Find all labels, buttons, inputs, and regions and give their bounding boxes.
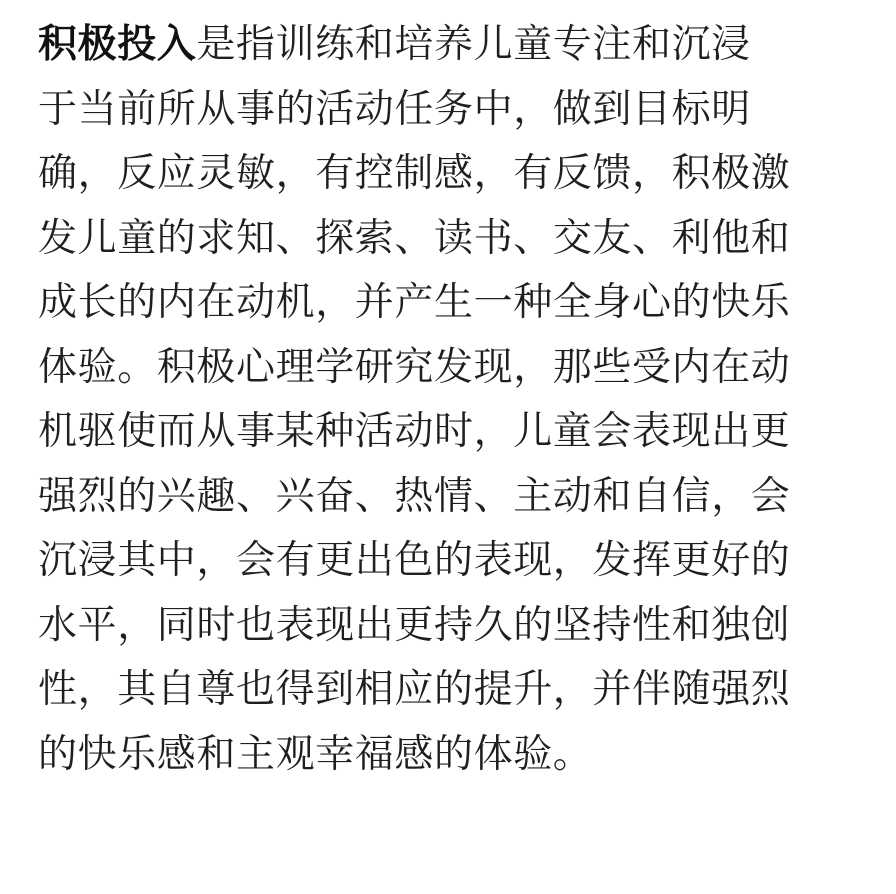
text-line-1-rest: 是指训练和培养儿童专注和沉浸	[196, 22, 751, 67]
text-line-12: 的快乐感和主观幸福感的体验。	[38, 731, 593, 777]
text-line-2: 于当前所从事的活动任务中，做到目标明	[38, 86, 751, 132]
lead-term: 积极投入	[38, 22, 197, 67]
text-line-11: 性，其自尊也得到相应的提升，并伴随强烈	[38, 667, 791, 712]
article-paragraph	[38, 13, 868, 787]
text-line-9: 沉浸其中，会有更出色的表现，发挥更好的	[38, 538, 791, 583]
text-line-6: 体验。积极心理学研究发现，那些受内在动	[38, 344, 791, 390]
text-line-10: 水平，同时也表现出更持久的坚持性和独创	[38, 602, 791, 648]
text-line-5: 成长的内在动机，并产生一种全身心的快乐	[38, 280, 791, 325]
text-line-7: 机驱使而从事某种活动时，儿童会表现出更	[38, 409, 791, 454]
text-line-8: 强烈的兴趣、兴奋、热情、主动和自信，会	[38, 473, 791, 519]
text-line-1	[38, 13, 868, 78]
text-line-4: 发儿童的求知、探索、读书、交友、利他和	[38, 215, 791, 261]
text-line-3: 确，反应灵敏，有控制感，有反馈，积极激	[38, 151, 791, 196]
